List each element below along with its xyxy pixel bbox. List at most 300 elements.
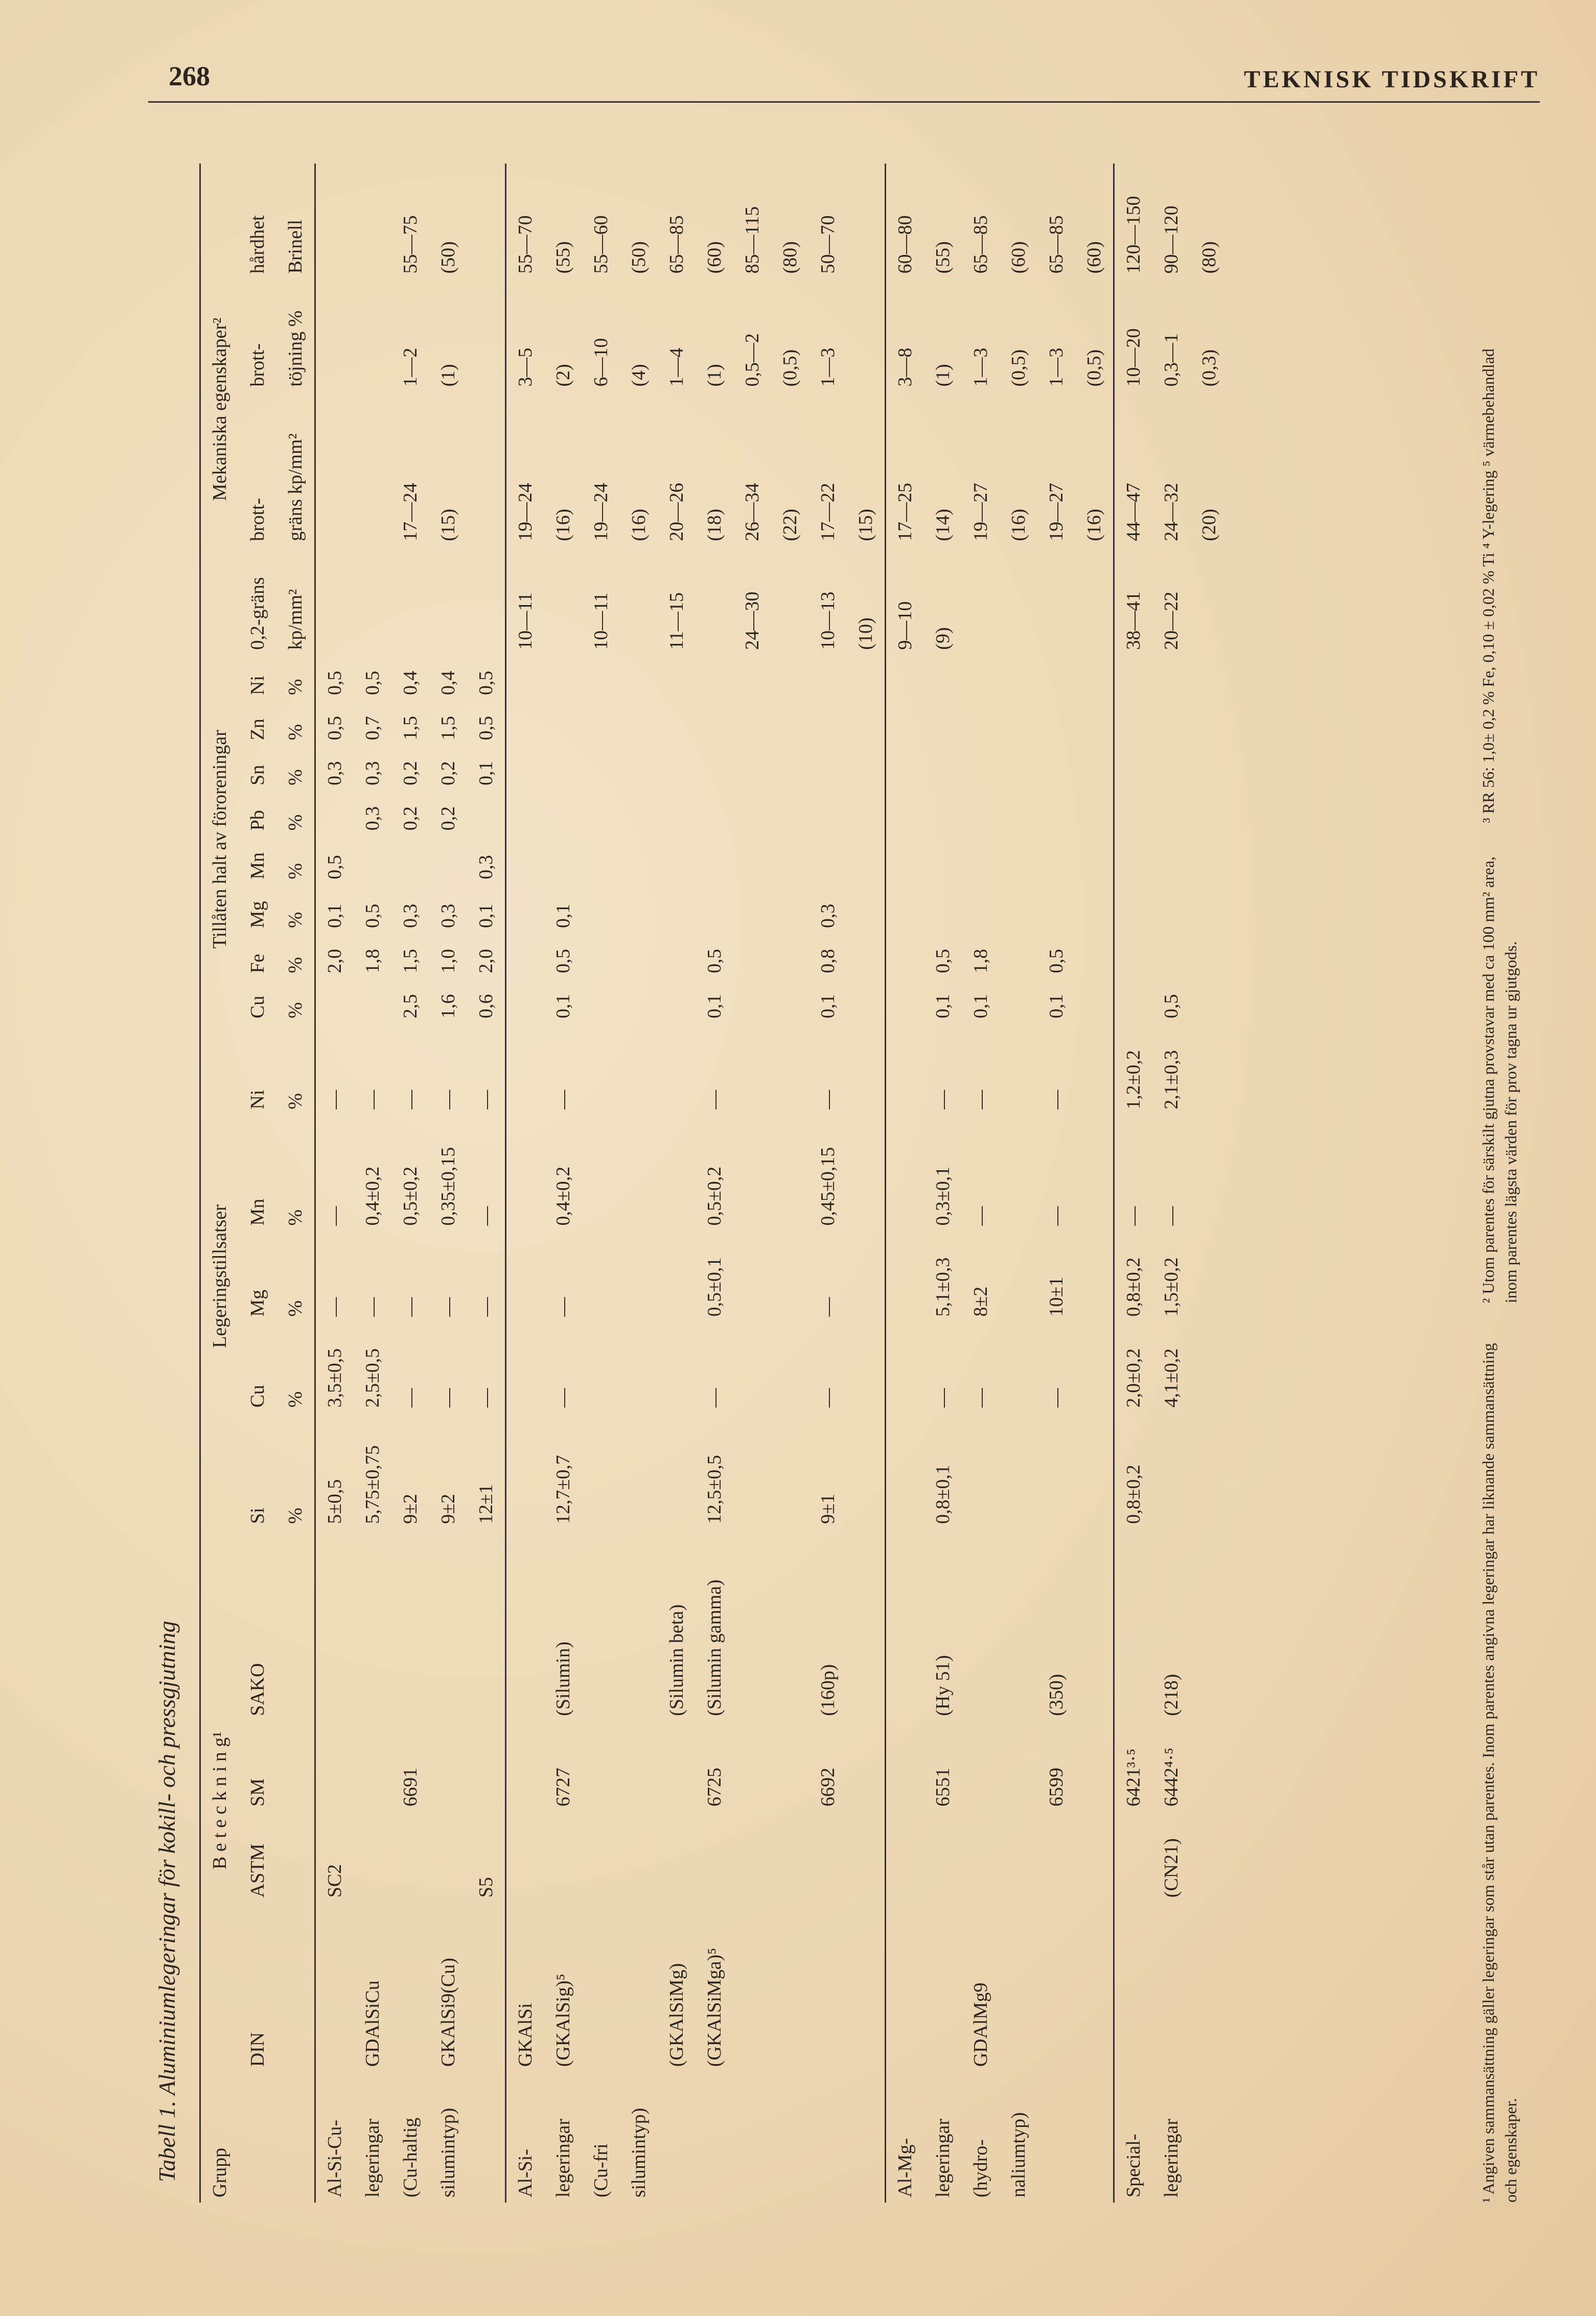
footnote-1: ¹ Angiven sammansättning gäller legeringar som står utan parentes. Inom parentes angivna legeringar har liknande sammansättning och egenskaper.: [1479, 1343, 1520, 2203]
table-cell: [962, 655, 1000, 700]
table-cell: [620, 1812, 658, 1903]
table-cell: [771, 836, 809, 884]
table-cell: [886, 1721, 924, 1812]
table-cell: 0,5: [704, 948, 725, 974]
table-cell: 10—11: [590, 592, 612, 650]
table-cell: [847, 1322, 886, 1412]
table-cell: 0,1: [932, 994, 954, 1018]
table-cell: 0,5: [932, 948, 954, 974]
table-cell: [506, 700, 545, 745]
table-cell: 6727: [552, 1767, 574, 1807]
table-cell: 1,6: [437, 994, 459, 1018]
table-cell: —: [552, 1388, 574, 1408]
table-cell: [1000, 546, 1037, 655]
table-cell: 0,35±0,15: [437, 1147, 459, 1226]
table-cell: [315, 1721, 354, 1812]
table-cell: [1075, 1322, 1114, 1412]
table-cell: [544, 655, 582, 700]
table-cell: 0,5: [552, 948, 574, 974]
table-cell: (80): [779, 241, 801, 274]
table-cell: [847, 1412, 886, 1529]
table-cell: [429, 836, 467, 884]
table-cell: [1114, 745, 1153, 790]
table-cell: 0,3: [400, 904, 421, 928]
table-cell: [1190, 1721, 1228, 1812]
table-cell: [467, 791, 506, 836]
table-cell: [429, 1529, 467, 1721]
table-cell: [1037, 1412, 1075, 1529]
table-cell: [733, 1529, 771, 1721]
rotated-table-block: [153, 158, 1584, 2203]
table-cell: 44—47: [1114, 391, 1153, 546]
table-cell: [1000, 1903, 1037, 2072]
table-cell: [847, 1903, 886, 2072]
table-cell: —: [475, 1297, 497, 1317]
table-cell: [506, 1024, 545, 1115]
table-cell: [771, 885, 809, 933]
col-sako: SAKO: [247, 1663, 268, 1716]
table-cell: [354, 1721, 391, 1812]
table-cell: [582, 655, 620, 700]
table-cell: [658, 1322, 696, 1412]
table-cell: [809, 791, 847, 836]
table-row: [1114, 164, 1153, 2203]
table-cell: [886, 655, 924, 700]
table-cell: —: [437, 1297, 459, 1317]
table-cell: [924, 655, 962, 700]
table-cell: 20—22: [1161, 591, 1182, 650]
table-cell: 0,8±0,2: [1114, 1231, 1153, 1322]
table-cell: [620, 791, 658, 836]
table-cell: [886, 1812, 924, 1903]
table-cell: [771, 546, 809, 655]
table-cell: (16): [1083, 508, 1105, 541]
table-cell: [506, 885, 545, 933]
table-cell: [1190, 1903, 1228, 2072]
table-cell: [733, 1812, 771, 1903]
table-cell: [733, 885, 771, 933]
table-cell: [847, 885, 886, 933]
col-mn: Mn: [247, 1198, 268, 1226]
table-cell: 1—4: [666, 348, 687, 387]
table-cell: [1075, 885, 1114, 933]
table-cell: 90—120: [1161, 205, 1182, 274]
table-cell: —: [1046, 1388, 1067, 1408]
table-cell: (1): [704, 364, 725, 387]
table-row: [1000, 164, 1037, 2203]
table-cell: 0,5: [315, 700, 354, 745]
table-cell: 19—24: [506, 391, 545, 546]
table-cell: —: [400, 1297, 421, 1317]
table-cell: [847, 279, 886, 391]
table-cell: [506, 655, 545, 700]
table-cell: [1114, 933, 1153, 978]
table-cell: [886, 978, 924, 1023]
table-cell: naliumtyp): [1008, 2112, 1029, 2197]
table-cell: [658, 2072, 696, 2203]
table-cell: [733, 1115, 771, 1231]
table-cell: 1—3: [1046, 348, 1067, 387]
table-cell: —: [817, 1388, 839, 1408]
table-cell: [733, 1903, 771, 2072]
table-cell: [886, 791, 924, 836]
table-cell: [771, 1529, 809, 1721]
table-cell: —: [817, 1297, 839, 1317]
table-cell: (15): [855, 508, 876, 541]
table-cell: [771, 1322, 809, 1412]
table-cell: [582, 933, 620, 978]
table-cell: [924, 836, 962, 884]
table-cell: [1075, 2072, 1114, 2203]
table-cell: [620, 1115, 658, 1231]
table-cell: [658, 1721, 696, 1812]
table-cell: (50): [628, 241, 650, 274]
table-cell: 0,1: [1046, 994, 1067, 1018]
table-cell: Al-Si-: [506, 2072, 545, 2203]
table-cell: [467, 1903, 506, 2072]
table-cell: 2,0±0,2: [1114, 1322, 1153, 1412]
table-cell: [1075, 655, 1114, 700]
unit-pct: %: [276, 700, 315, 745]
col-imp-mn: Mn: [247, 852, 268, 879]
table-cell: 0,1: [704, 994, 725, 1018]
table-cell: [544, 745, 582, 790]
table-cell: (hydro-: [970, 2139, 991, 2197]
table-cell: [1075, 1412, 1114, 1529]
table-cell: —: [817, 1090, 839, 1109]
table-cell: [696, 791, 733, 836]
table-cell: 0,4±0,2: [362, 1166, 383, 1226]
table-cell: [467, 546, 506, 655]
table-cell: —: [1114, 1115, 1153, 1231]
table-cell: [391, 1812, 429, 1903]
table-cell: [582, 1024, 620, 1115]
table-cell: (2): [552, 364, 574, 387]
col-imp-cu: Cu: [247, 995, 268, 1018]
table-cell: —: [1161, 1206, 1182, 1226]
table-cell: (160p): [817, 1664, 839, 1716]
table-cell: [506, 1115, 545, 1231]
table-cell: 0,3: [315, 745, 354, 790]
table-cell: [315, 279, 354, 391]
table-cell: 2,5±0,5: [362, 1348, 383, 1408]
table-cell: [620, 655, 658, 700]
table-cell: S5: [475, 1877, 497, 1898]
table-cell: [886, 1115, 924, 1231]
table-cell: [315, 1903, 354, 2072]
table-cell: [733, 1721, 771, 1812]
table-cell: 0,5: [315, 655, 354, 700]
table-cell: [847, 700, 886, 745]
table-cell: 6599: [1046, 1767, 1067, 1807]
unit-pct: %: [276, 655, 315, 700]
table-cell: [962, 791, 1000, 836]
table-cell: 9±2: [400, 1494, 421, 1524]
table-cell: [696, 655, 733, 700]
table-cell: [962, 700, 1000, 745]
table-cell: [1152, 791, 1190, 836]
table-cell: legeringar: [552, 2118, 574, 2197]
table-cell: [809, 1812, 847, 1903]
table-cell: 0,8: [817, 948, 839, 974]
table-cell: Al-Mg-: [886, 2072, 924, 2203]
table-cell: 2,5: [400, 994, 421, 1018]
table-cell: —: [315, 1115, 354, 1231]
table-cell: [544, 1812, 582, 1903]
table-cell: [582, 745, 620, 790]
table-cell: (Cu-haltig: [400, 2117, 421, 2197]
table-cell: [1037, 546, 1075, 655]
table-row: [1190, 164, 1228, 2203]
table-cell: —: [552, 1297, 574, 1317]
col-din: DIN: [247, 2032, 268, 2067]
table-cell: 24—32: [1161, 482, 1182, 541]
table-cell: [620, 1721, 658, 1812]
table-cell: [658, 885, 696, 933]
table-cell: [506, 978, 545, 1023]
table-cell: 17—22: [817, 482, 839, 541]
table-cell: (18): [704, 508, 725, 541]
table-cell: [1000, 655, 1037, 700]
table-cell: 0,3—1: [1161, 333, 1182, 387]
table-cell: [354, 546, 391, 655]
table-cell: [1114, 885, 1153, 933]
table-cell: 0,5: [362, 904, 383, 928]
table-cell: [658, 933, 696, 978]
table-cell: [620, 1024, 658, 1115]
table-cell: [1114, 1812, 1153, 1903]
table-cell: [658, 791, 696, 836]
table-cell: 5±0,5: [315, 1412, 354, 1529]
table-cell: (15): [437, 508, 459, 541]
table-cell: (1): [437, 364, 459, 387]
table-cell: [354, 1812, 391, 1903]
table-cell: [924, 885, 962, 933]
table-cell: [506, 1412, 545, 1529]
table-cell: (9): [932, 627, 954, 650]
table-cell: 12,7±0,7: [552, 1455, 574, 1524]
table-cell: [1190, 700, 1228, 745]
table-cell: [1000, 1721, 1037, 1812]
table-cell: (60): [1008, 241, 1029, 274]
table-cell: [620, 1903, 658, 2072]
table-cell: [733, 1231, 771, 1322]
table-cell: 120—150: [1114, 164, 1153, 279]
table-cell: 0,5: [475, 715, 497, 740]
table-cell: [1000, 933, 1037, 978]
table-cell: [620, 700, 658, 745]
table-cell: [1000, 1024, 1037, 1115]
table-cell: [354, 978, 391, 1023]
table-cell: [1114, 700, 1153, 745]
table-cell: [733, 700, 771, 745]
table-cell: [771, 1024, 809, 1115]
table-cell: 6—10: [590, 338, 612, 387]
table-cell: —: [552, 1090, 574, 1109]
table-cell: [582, 1903, 620, 2072]
col-legeringstillsatser: Legeringstillsatser: [200, 1024, 239, 1529]
table-cell: —: [970, 1388, 991, 1408]
table-cell: [771, 1115, 809, 1231]
col-beteckning: B e t e c k n i n g¹: [200, 1529, 239, 2072]
table-cell: [733, 933, 771, 978]
table-cell: [582, 1529, 620, 1721]
table-cell: —: [315, 1231, 354, 1322]
table-cell: (60): [704, 241, 725, 274]
table-row: [809, 164, 847, 2203]
table-cell: [658, 1115, 696, 1231]
table-cell: [1190, 1115, 1228, 1231]
running-header: TEKNISK TIDSKRIFT: [1244, 66, 1540, 93]
table-cell: 0,1: [475, 904, 497, 928]
col-grupp: Grupp: [200, 2072, 239, 2203]
table-cell: 6442⁴·⁵: [1161, 1747, 1182, 1807]
table-cell: 6692: [817, 1767, 839, 1807]
table-cell: 6691: [400, 1767, 421, 1807]
col-imp-mg: Mg: [247, 901, 268, 928]
table-cell: [1152, 745, 1190, 790]
table-cell: [886, 1231, 924, 1322]
col-mg: Mg: [247, 1289, 268, 1317]
table-cell: 5,75±0,75: [362, 1445, 383, 1524]
table-cell: [847, 1721, 886, 1812]
col-imp-pb: Pb: [247, 810, 268, 831]
table-row: [1037, 164, 1075, 2203]
table-cell: [733, 745, 771, 790]
table-row: [506, 164, 545, 2203]
table-cell: [1075, 836, 1114, 884]
table-cell: [506, 1231, 545, 1322]
table-cell: [1190, 1231, 1228, 1322]
table-cell: [1152, 700, 1190, 745]
table-cell: [1000, 791, 1037, 836]
unit-pct: %: [276, 1024, 315, 1115]
table-cell: —: [437, 1090, 459, 1109]
unit-pct: %: [276, 933, 315, 978]
table-row: [467, 164, 506, 2203]
table-cell: [847, 791, 886, 836]
table-cell: [1114, 791, 1153, 836]
unit-pct: %: [276, 745, 315, 790]
table-cell: —: [475, 1206, 497, 1226]
table-cell: 17—24: [400, 482, 421, 541]
table-row: [429, 164, 467, 2203]
table-cell: [924, 791, 962, 836]
table-cell: 11—15: [666, 592, 687, 650]
table-cell: [733, 2072, 771, 2203]
table-cell: 19—24: [590, 482, 612, 541]
table-cell: [582, 700, 620, 745]
table-cell: [886, 933, 924, 978]
col-mekaniska: Mekaniska egenskaper²: [200, 164, 239, 655]
table-cell: [886, 1903, 924, 2072]
unit-pct: %: [276, 1231, 315, 1322]
table-cell: (50): [437, 241, 459, 274]
table-cell: [391, 1529, 429, 1721]
col-si: Si: [247, 1508, 268, 1524]
table-cell: [582, 978, 620, 1023]
table-cell: (Silumin gamma): [704, 1579, 725, 1716]
table-cell: 5,1±0,3: [932, 1257, 954, 1317]
col-imp-sn: Sn: [247, 765, 268, 785]
table-cell: —: [315, 1024, 354, 1115]
table-cell: [582, 1115, 620, 1231]
table-cell: —: [970, 1206, 991, 1226]
table-cell: (20): [1198, 508, 1220, 541]
table-cell: [467, 2072, 506, 2203]
table-cell: [886, 1412, 924, 1529]
table-cell: —: [475, 1388, 497, 1408]
table-cell: (10): [855, 617, 876, 650]
table-cell: [886, 1529, 924, 1721]
table-cell: [582, 1812, 620, 1903]
table-cell: 3—5: [506, 279, 545, 391]
table-cell: 2,1±0,3: [1161, 1050, 1182, 1109]
table-cell: (1): [932, 364, 954, 387]
table-cell: [544, 791, 582, 836]
table-cell: 0,1: [970, 994, 991, 1018]
table-cell: [1152, 885, 1190, 933]
table-cell: 0,2: [437, 761, 459, 785]
table-cell: [658, 1412, 696, 1529]
table-cell: [658, 1812, 696, 1903]
table-cell: 0,8±0,2: [1114, 1412, 1153, 1529]
table-cell: [1000, 1812, 1037, 1903]
table-cell: 38—41: [1114, 546, 1153, 655]
table-cell: [582, 1412, 620, 1529]
table-cell: [429, 1812, 467, 1903]
table-cell: [620, 1412, 658, 1529]
table-cell: [1190, 978, 1228, 1023]
table-cell: [506, 1721, 545, 1812]
table-cell: [733, 1322, 771, 1412]
table-cell: [809, 2072, 847, 2203]
table-cell: 1—3: [817, 348, 839, 387]
table-cell: 1,5±0,2: [1161, 1257, 1182, 1317]
col-hardhet: hårdhet: [247, 215, 268, 274]
table-cell: [1190, 546, 1228, 655]
table-cell: (4): [628, 364, 650, 387]
table-cell: [847, 836, 886, 884]
table-cell: [1000, 1412, 1037, 1529]
table-cell: [1075, 1812, 1114, 1903]
table-cell: [506, 1322, 545, 1412]
table-cell: [1037, 791, 1075, 836]
unit-tojning: töjning %: [276, 279, 315, 391]
table-cell: [696, 745, 733, 790]
table-cell: [924, 745, 962, 790]
unit-pct: %: [276, 1115, 315, 1231]
table-cell: (0,3): [1198, 349, 1220, 387]
table-cell: 0,4±0,2: [552, 1166, 574, 1226]
table-cell: [544, 546, 582, 655]
table-cell: [886, 885, 924, 933]
table-cell: 0,4: [437, 670, 459, 696]
table-cell: 2,0: [475, 948, 497, 974]
col-cu: Cu: [247, 1384, 268, 1408]
table-cell: [1000, 1529, 1037, 1721]
col-sm: SM: [247, 1778, 268, 1807]
table-cell: [962, 1721, 1000, 1812]
table-cell: [1037, 1812, 1075, 1903]
table-cell: —: [704, 1388, 725, 1408]
table-cell: —: [437, 1388, 459, 1408]
table-cell: [1000, 700, 1037, 745]
table-cell: 0,5: [1161, 994, 1182, 1018]
table-cell: [315, 391, 354, 546]
table-cell: [847, 655, 886, 700]
table-cell: 0,3: [817, 904, 839, 928]
